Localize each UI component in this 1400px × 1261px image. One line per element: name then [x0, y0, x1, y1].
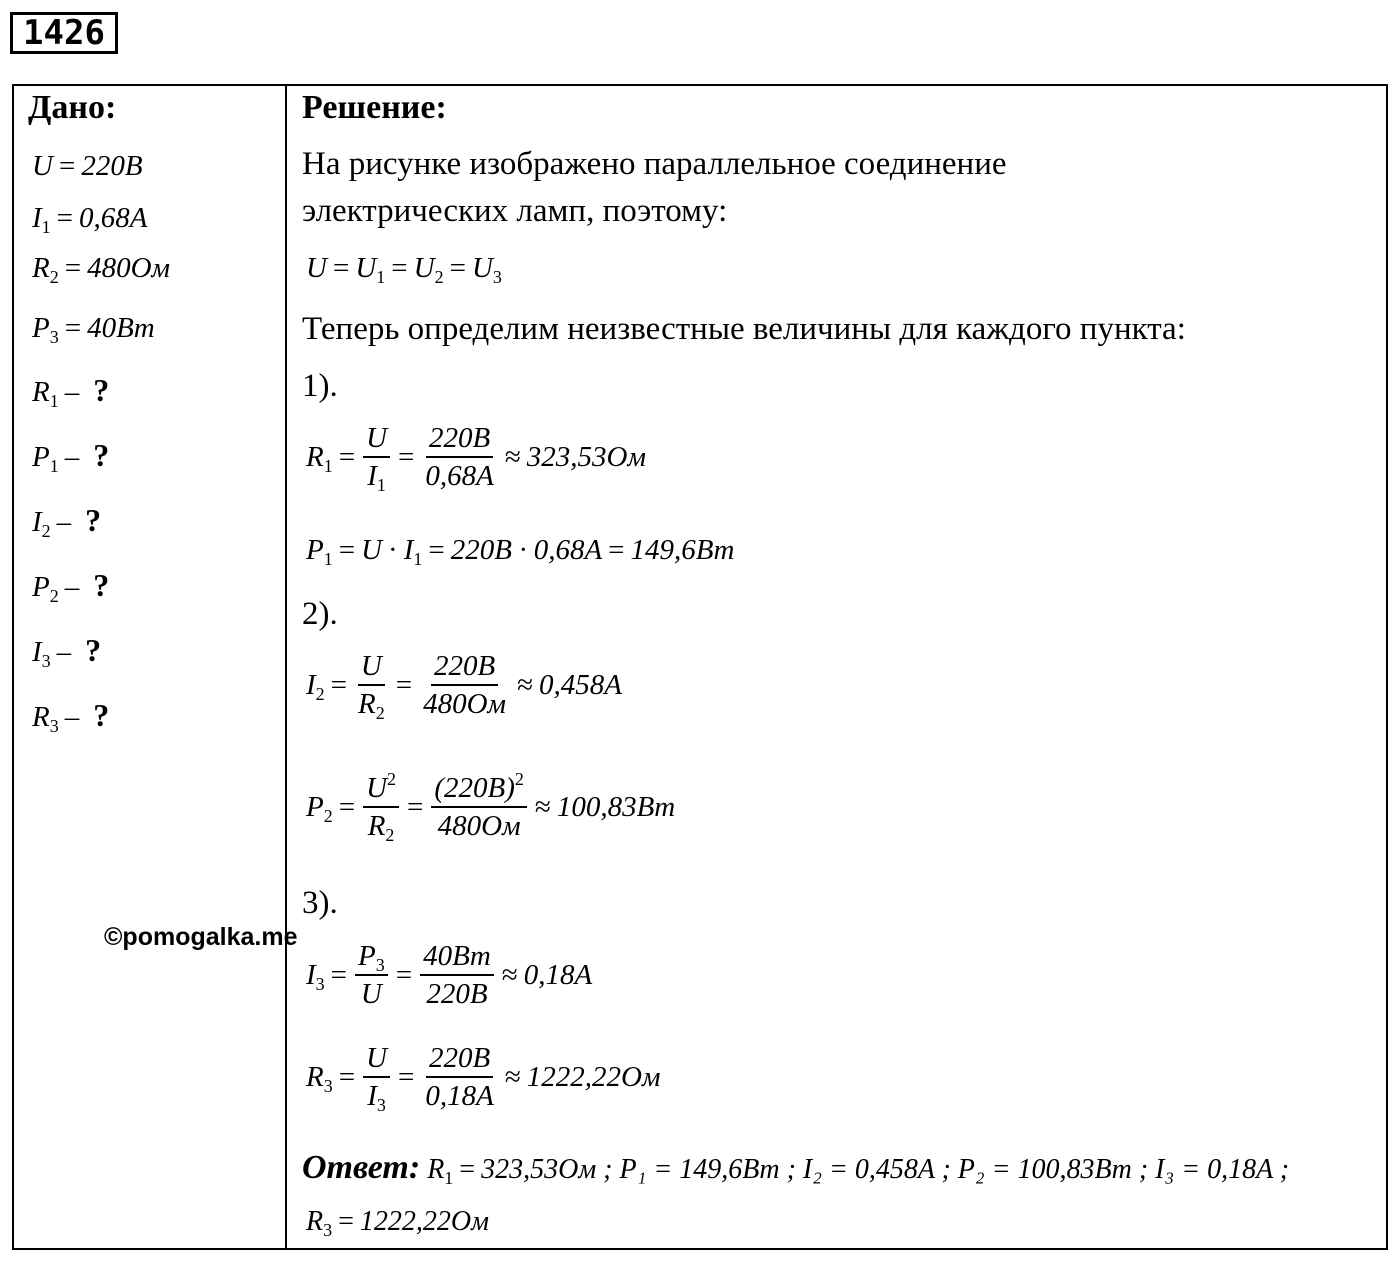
unknown-i2: $I_2$ – ?	[32, 502, 102, 541]
formula-p1: $P_1 = U \cdot I_1 = 220B \cdot 0,68A = 149,6Bm$	[306, 534, 735, 569]
given-current-1: $I_1 = 0,68A$	[32, 202, 148, 237]
answer-line-2: $R_3 = 1222,22Ом$	[306, 1206, 489, 1240]
unknown-r3: $R_3$ – ?	[32, 697, 110, 736]
unknown-p1: $P_1$ – ?	[32, 437, 110, 476]
formula-p2: $P_2$ = $\frac{U^2}{R_2}$ = $\frac{(220B)^2}{480Ом}$ ≈ 100,83Bm	[306, 769, 676, 845]
solution-heading: Решение:	[302, 89, 447, 126]
given-power-3: $P_3 = 40Bm$	[32, 312, 155, 347]
next-step-text: Теперь определим неизвестные величины для каждого пункта:	[302, 311, 1186, 347]
given-resistance-2: $R_2 = 480Ом$	[32, 252, 171, 287]
watermark: ©pomogalka.me	[104, 923, 298, 951]
part-3-label: 3).	[302, 885, 338, 921]
given-heading: Дано:	[28, 89, 117, 126]
column-divider	[285, 84, 287, 1250]
unknown-p2: $P_2$ – ?	[32, 567, 110, 606]
intro-line-1: На рисунке изображено параллельное соединение	[302, 146, 1007, 182]
voltage-equality: $U = U_1 = U_2 = U_3$	[306, 252, 502, 287]
intro-line-2: электрических ламп, поэтому:	[302, 193, 728, 229]
part-2-label: 2).	[302, 596, 338, 632]
unknown-i3: $I_3$ – ?	[32, 632, 102, 671]
answer-label: Ответ:	[302, 1149, 421, 1186]
answer-line-1: Ответ: $R_1 = 323,53Ом$ ; P₁ = 149,6Bm ; I₂ = 0,458A ; P₂ = 100,83Bm ; I₃ = 0,18A ;	[302, 1149, 1290, 1188]
given-voltage: U = 220B	[32, 150, 143, 182]
formula-i3: $I_3$ = $\frac{P_3}{U}$ = $\frac{40Bm}{220B}$ ≈ 0,18A	[306, 940, 593, 1010]
solution-table	[12, 84, 1388, 1250]
formula-r1: $R_1$ = $\frac{U}{I_1}$ = $\frac{220B}{0,68A}$ ≈ 323,53Ом	[306, 422, 646, 495]
problem-number: 1426	[10, 12, 118, 54]
formula-i2: $I_2$ = $\frac{U}{R_2}$ = $\frac{220B}{480Ом}$ ≈ 0,458A	[306, 650, 622, 723]
part-1-label: 1).	[302, 368, 338, 404]
formula-r3: $R_3$ = $\frac{U}{I_3}$ = $\frac{220B}{0,18A}$ ≈ 1222,22Ом	[306, 1042, 661, 1115]
unknown-r1: $R_1$ – ?	[32, 372, 110, 411]
